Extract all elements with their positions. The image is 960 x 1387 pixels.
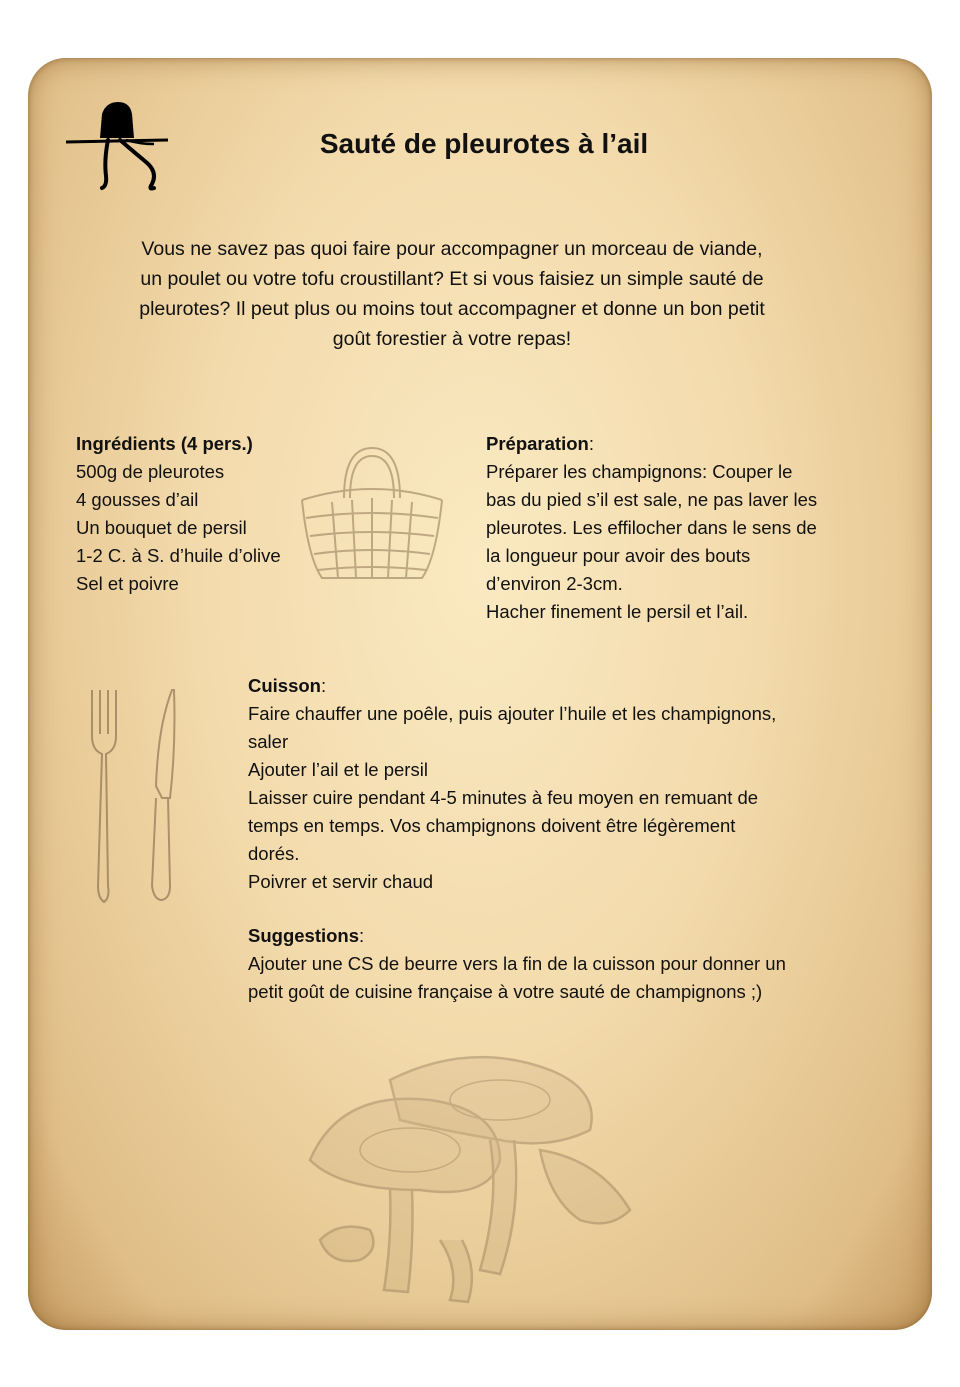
intro-line: goût forestier à votre repas! (332, 328, 572, 350)
recipe-intro (64, 234, 840, 354)
preparation-colon: : (588, 433, 594, 454)
cuisson-heading: Cuisson (248, 675, 321, 696)
suggestions-colon: : (359, 925, 365, 946)
ingredient-item: Sel et poivre (76, 573, 179, 594)
intro-line: un poulet ou votre tofu croustillant? Et si vous faisiez un simple sauté de (140, 268, 764, 290)
preparation-section (486, 430, 886, 626)
ingredient-item: Un bouquet de persil (76, 517, 247, 538)
ingredients-section (76, 430, 416, 598)
recipe-title: Sauté de pleurotes à l’ail (319, 128, 649, 159)
preparation-heading-row (486, 430, 886, 458)
ingredient-item: 4 gousses d’ail (76, 489, 199, 510)
preparation-line: Préparer les champignons: Couper le (486, 461, 793, 482)
suggestions-heading-row (248, 922, 888, 950)
ingredient-item: 1-2 C. à S. d’huile d’olive (76, 545, 281, 566)
cuisson-line: temps en temps. Vos champignons doivent être légèrement (248, 815, 736, 836)
fork-knife-illustration (84, 686, 188, 912)
suggestions-section (248, 922, 888, 1006)
preparation-line: bas du pied s’il est sale, ne pas laver les (486, 489, 818, 510)
ingredients-heading: Ingrédients (4 pers.) (76, 433, 253, 454)
intro-line: Vous ne savez pas quoi faire pour accompagner un morceau de viande, (141, 238, 763, 260)
cuisson-line: saler (248, 731, 289, 752)
cuisson-section (248, 672, 888, 896)
preparation-line: la longueur pour avoir des bouts (486, 545, 751, 566)
cuisson-line: Poivrer et servir chaud (248, 871, 434, 892)
ingredient-item: 500g de pleurotes (76, 461, 225, 482)
suggestions-heading: Suggestions (248, 925, 360, 946)
cuisson-line: Laisser cuire pendant 4-5 minutes à feu moyen en remuant de (248, 787, 759, 808)
preparation-line: d’environ 2-3cm. (486, 573, 623, 594)
mushroom-illustration (300, 1040, 650, 1310)
suggestions-line: Ajouter une CS de beurre vers la fin de la cuisson pour donner un (248, 953, 786, 974)
preparation-line: pleurotes. Les effilocher dans le sens de (486, 517, 817, 538)
intro-line: pleurotes? Il peut plus ou moins tout accompagner et donne un bon petit (139, 298, 765, 320)
preparation-line: Hacher finement le persil et l’ail. (486, 601, 749, 622)
cuisson-colon: : (320, 675, 327, 696)
suggestions-line: petit goût de cuisine française à votre sauté de champignons ;) (248, 981, 763, 1002)
cuisson-line: Ajouter l’ail et le persil (248, 759, 428, 780)
preparation-heading: Préparation (486, 433, 589, 454)
cuisson-line: Faire chauffer une poêle, puis ajouter l’huile et les champignons, (248, 703, 777, 724)
cuisson-heading-row (248, 672, 888, 700)
cuisson-line: dorés. (248, 843, 300, 864)
